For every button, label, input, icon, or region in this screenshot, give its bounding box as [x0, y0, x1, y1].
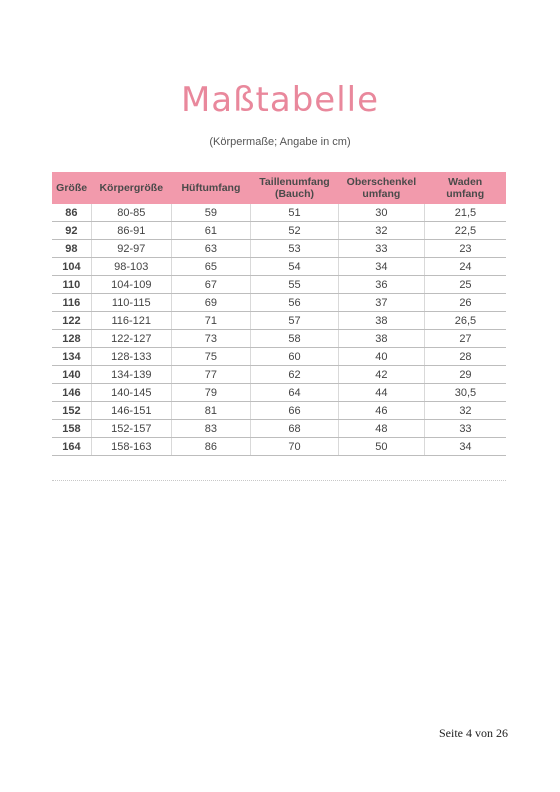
table-cell: 62 [251, 366, 339, 384]
table-row [52, 438, 506, 456]
table-row [52, 294, 506, 312]
table-cell: 55 [251, 276, 339, 294]
table-row [52, 204, 506, 222]
header-cell: Hüftumfang [171, 172, 250, 204]
table-cell: 66 [251, 402, 339, 420]
table-cell: 63 [171, 240, 250, 258]
table-cell: 32 [338, 222, 424, 240]
table-cell: 28 [424, 348, 506, 366]
table-cell: 122 [52, 312, 91, 330]
table-cell: 116 [52, 294, 91, 312]
table-cell: 60 [251, 348, 339, 366]
table-row [52, 330, 506, 348]
table-cell: 26 [424, 294, 506, 312]
table-cell: 69 [171, 294, 250, 312]
table-row [52, 366, 506, 384]
table-cell: 79 [171, 384, 250, 402]
table-cell: 67 [171, 276, 250, 294]
table-row [52, 276, 506, 294]
table-cell: 83 [171, 420, 250, 438]
table-cell: 32 [424, 402, 506, 420]
table-cell: 104-109 [91, 276, 171, 294]
table-cell: 158 [52, 420, 91, 438]
table-cell: 128 [52, 330, 91, 348]
table-cell: 110 [52, 276, 91, 294]
page-number: Seite 4 von 26 [439, 726, 508, 740]
table-cell: 24 [424, 258, 506, 276]
table-cell: 61 [171, 222, 250, 240]
table-cell: 70 [251, 438, 339, 456]
table-cell: 23 [424, 240, 506, 258]
table-cell: 56 [251, 294, 339, 312]
table-row [52, 240, 506, 258]
table-cell: 33 [424, 420, 506, 438]
table-cell: 36 [338, 276, 424, 294]
header-cell: Körpergröße [91, 172, 171, 204]
table-cell: 52 [251, 222, 339, 240]
table-cell: 42 [338, 366, 424, 384]
table-cell: 98 [52, 240, 91, 258]
header-cell: Größe [52, 172, 91, 204]
table-row [52, 348, 506, 366]
table-row [52, 402, 506, 420]
table-cell: 44 [338, 384, 424, 402]
table-cell: 65 [171, 258, 250, 276]
table-cell: 92 [52, 222, 91, 240]
table-cell: 26,5 [424, 312, 506, 330]
table-cell: 30,5 [424, 384, 506, 402]
table-cell: 86 [171, 438, 250, 456]
page-title: Maßtabelle [180, 80, 380, 120]
table-cell: 25 [424, 276, 506, 294]
table-cell: 104 [52, 258, 91, 276]
table-row [52, 222, 506, 240]
table-cell: 68 [251, 420, 339, 438]
table-cell: 22,5 [424, 222, 506, 240]
table-body [52, 204, 506, 456]
table-cell: 34 [338, 258, 424, 276]
table-cell: 81 [171, 402, 250, 420]
table-cell: 27 [424, 330, 506, 348]
page-subtitle: (Körpermaße; Angabe in cm) [209, 136, 351, 148]
table-cell: 51 [251, 204, 339, 222]
table-cell: 40 [338, 348, 424, 366]
table-cell: 86-91 [91, 222, 171, 240]
table-cell: 116-121 [91, 312, 171, 330]
table-cell: 21,5 [424, 204, 506, 222]
table-cell: 86 [52, 204, 91, 222]
table-cell: 53 [251, 240, 339, 258]
table-header-row [52, 172, 506, 204]
table-cell: 54 [251, 258, 339, 276]
table-cell: 134 [52, 348, 91, 366]
table-cell: 59 [171, 204, 250, 222]
table-cell: 64 [251, 384, 339, 402]
table-cell: 80-85 [91, 204, 171, 222]
table-cell: 34 [424, 438, 506, 456]
table-cell: 122-127 [91, 330, 171, 348]
table-row [52, 384, 506, 402]
table-cell: 75 [171, 348, 250, 366]
size-table [52, 172, 506, 456]
table-cell: 98-103 [91, 258, 171, 276]
table-cell: 128-133 [91, 348, 171, 366]
dotted-divider [52, 480, 506, 481]
table-cell: 33 [338, 240, 424, 258]
table-cell: 146-151 [91, 402, 171, 420]
table-cell: 152 [52, 402, 91, 420]
table-cell: 57 [251, 312, 339, 330]
table-cell: 30 [338, 204, 424, 222]
table-cell: 110-115 [91, 294, 171, 312]
table-cell: 29 [424, 366, 506, 384]
table-cell: 73 [171, 330, 250, 348]
table-cell: 158-163 [91, 438, 171, 456]
table-cell: 152-157 [91, 420, 171, 438]
table-cell: 134-139 [91, 366, 171, 384]
table-cell: 48 [338, 420, 424, 438]
table-row [52, 420, 506, 438]
table-cell: 38 [338, 312, 424, 330]
table-cell: 71 [171, 312, 250, 330]
table-cell: 77 [171, 366, 250, 384]
table-cell: 46 [338, 402, 424, 420]
table-row [52, 312, 506, 330]
table-cell: 37 [338, 294, 424, 312]
header-cell: Waden umfang [424, 172, 506, 204]
table-cell: 38 [338, 330, 424, 348]
header-cell: Taillenumfang (Bauch) [251, 172, 339, 204]
table-cell: 92-97 [91, 240, 171, 258]
table-cell: 58 [251, 330, 339, 348]
table-row [52, 258, 506, 276]
table-cell: 164 [52, 438, 91, 456]
table-cell: 140 [52, 366, 91, 384]
table-cell: 146 [52, 384, 91, 402]
table-cell: 140-145 [91, 384, 171, 402]
table-cell: 50 [338, 438, 424, 456]
header-cell: Oberschenkel umfang [338, 172, 424, 204]
